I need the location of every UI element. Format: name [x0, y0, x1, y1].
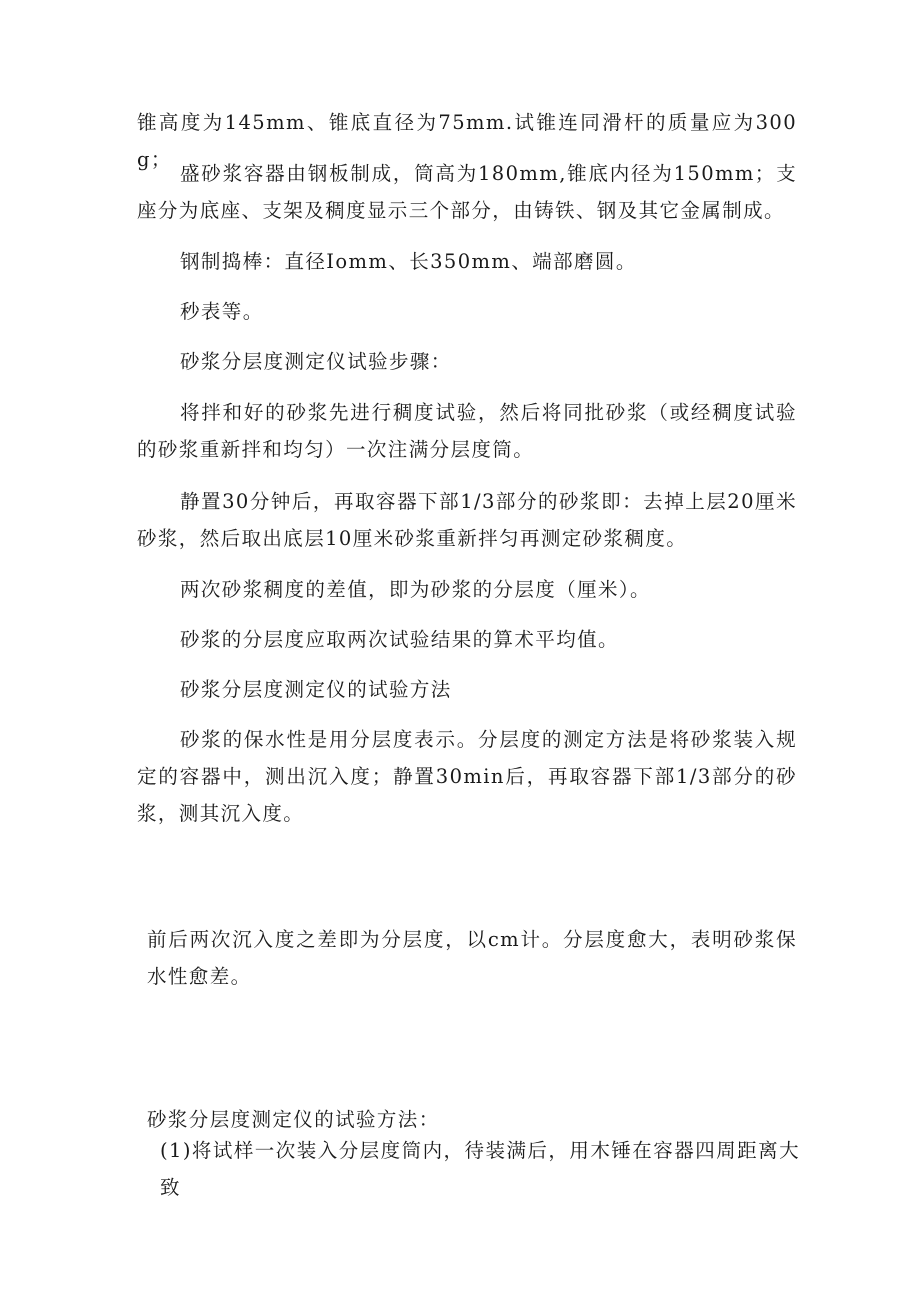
paragraph-stopwatch: 秒表等。 [180, 300, 264, 323]
paragraph-method-heading: 砂浆分层度测定仪的试验方法 [180, 678, 452, 701]
paragraph-step-fill: 将拌和好的砂浆先进行稠度试验，然后将同批砂浆（或经稠度试验的砂浆重新拌和均匀）一次注满分层度筒。 [137, 401, 797, 461]
paragraph-method-heading-2: 砂浆分层度测定仪的试验方法： [147, 1108, 440, 1131]
paragraph-layering-result: 前后两次沉入度之差即为分层度，以cm计。分层度愈大，表明砂浆保水性愈差。 [147, 928, 797, 988]
paragraph-step-1: (1)将试样一次装入分层度筒内，待装满后，用木锤在容器四周距离大致 [160, 1139, 800, 1199]
paragraph-cone-spec: 锥高度为145mm、锥底直径为75mm.试锥连同滑杆的质量应为300g； [137, 111, 797, 171]
paragraph-tamping-rod: 钢制捣棒：直径Iomm、长350mm、端部磨圆。 [180, 250, 637, 273]
paragraph-difference: 两次砂浆稠度的差值，即为砂浆的分层度（厘米）。 [180, 578, 651, 601]
paragraph-steps-heading: 砂浆分层度测定仪试验步骤： [180, 350, 452, 373]
paragraph-water-retention: 砂浆的保水性是用分层度表示。分层度的测定方法是将砂浆装入规定的容器中，测出沉入度；静置30min后，再取容器下部1/3部分的砂浆，测其沉入度。 [137, 728, 797, 825]
paragraph-container-spec: 盛砂浆容器由钢板制成，筒高为180mm,锥底内径为150mm；支座分为底座、支架及稠度显示三个部分，由铸铁、钢及其它金属制成。 [137, 162, 797, 222]
paragraph-average: 砂浆的分层度应取两次试验结果的算术平均值。 [180, 628, 619, 651]
paragraph-step-rest: 静置30分钟后，再取容器下部1/3部分的砂浆即：去掉上层20厘米砂浆，然后取出底层10厘米砂浆重新拌匀再测定砂浆稠度。 [137, 490, 797, 550]
